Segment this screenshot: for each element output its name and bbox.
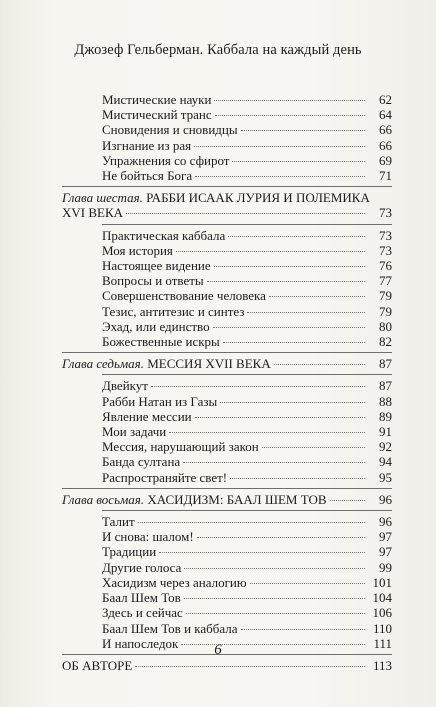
leader-dots [159,552,365,553]
page-number: 97 [379,529,392,545]
entry-title: Традиции [102,544,157,560]
page-number: 110 [372,620,392,636]
chapter-title: ХАСИДИЗМ: БААЛ ШЕМ ТОВ [147,491,327,507]
leader-dots [230,478,365,479]
leader-dots [184,598,365,599]
page-number: 76 [379,258,392,274]
entry-title: Явление мессии [102,408,192,424]
toc-entry [62,529,392,544]
page-number: 89 [379,408,392,424]
toc-entry [62,575,392,590]
toc-group-6 [62,228,392,350]
leader-dots [215,115,365,116]
page-number: 73 [379,227,392,243]
entry-title: Здесь и сейчас [102,605,183,621]
page-number: 104 [372,590,392,606]
leader-dots [176,251,365,252]
running-head: Джозеф Гельберман. Каббала на каждый день [74,42,362,58]
chapter-title: РАББИ ИСААК ЛУРИЯ И ПОЛЕМИКА [146,190,370,206]
page-number: 92 [379,439,392,455]
leader-dots [195,417,365,418]
leader-dots [274,364,365,365]
chapter-divider [62,352,392,353]
page-number: 87 [379,356,392,372]
entry-title: Божественные искры [102,334,220,350]
page-number: 87 [379,378,392,394]
entry-title: Мессия, нарушающий закон [102,439,259,455]
page-number: 111 [373,635,392,651]
entry-title: Распространяйте свет! [102,469,228,485]
toc-entry [62,138,392,153]
leader-dots [207,281,365,282]
leader-dots [220,402,365,403]
entry-title: Баал Шем Тов и каббала [102,620,238,636]
toc-entry [62,470,392,485]
toc-entry [62,319,392,334]
chapter-divider [102,224,392,225]
leader-dots [269,296,365,297]
entry-title: Вопросы и ответы [102,273,204,289]
entry-title: Талит [102,514,135,530]
page-number: 73 [379,205,392,221]
toc-entry [62,439,392,454]
toc-entry [62,243,392,258]
toc-entry [62,378,392,393]
toc-entry [62,92,392,107]
entry-title: Упражнения со сфирот [102,152,230,168]
leader-dots [223,342,365,343]
entry-title: Тезис, антитезис и синтез [102,303,245,319]
toc-entry [62,394,392,409]
page-number: 71 [379,168,392,184]
leader-dots [262,447,365,448]
toc-group-0 [62,92,392,183]
toc-entry [62,273,392,288]
entry-title: Мистические науки [102,92,212,107]
page-number: 113 [372,657,392,673]
chapter-divider [62,186,392,187]
table-of-contents [62,92,392,673]
leader-dots [214,100,365,101]
toc-entry [62,288,392,303]
leader-dots [232,161,365,162]
entry-title: Изгнание из рая [102,137,192,153]
leader-dots [151,386,365,387]
page-number: 94 [379,454,392,470]
leader-dots [135,666,365,667]
entry-title: Рабби Натан из Газы [102,393,218,409]
entry-title: ОБ АВТОРЕ [62,657,133,673]
page-number: 97 [379,544,392,560]
chapter-label: Глава седьмая. [62,356,144,372]
page-number: 66 [379,137,392,153]
page-number: 69 [379,152,392,168]
entry-title: Сновидения и сновидцы [102,122,238,138]
leader-dots [183,462,365,463]
leader-dots [228,236,365,237]
page-number: 66 [379,122,392,138]
entry-title: Баал Шем Тов [102,590,181,606]
entry-title: Совершенствование человека [102,288,266,304]
entry-title: Настоящее видение [102,258,211,274]
page-number: 79 [379,288,392,304]
toc-entry [62,514,392,529]
toc-entry [62,409,392,424]
toc-entry [62,304,392,319]
entry-title: Мои задачи [102,424,167,440]
toc-entry [62,168,392,183]
entry-title: Эхад, или единство [102,318,210,334]
entry-title: Банда султана [102,454,181,470]
toc-entry [62,334,392,349]
entry-title: Практическая каббала [102,227,226,243]
leader-dots [250,583,365,584]
leader-dots [213,327,365,328]
toc-entry [62,560,392,575]
entry-title: Моя история [102,242,173,258]
page-number: 73 [379,242,392,258]
chapter-divider [102,510,392,511]
entry-title: Двейкут [102,378,148,394]
page-number: 77 [379,273,392,289]
page-number: 64 [379,107,392,123]
toc-entry [62,544,392,559]
page-number: 79 [379,303,392,319]
chapter-divider [62,488,392,489]
page-folio: 6 [214,642,222,658]
leader-dots [186,613,365,614]
chapter-6-heading-line2 [62,205,392,220]
toc-entry [62,122,392,137]
entry-title: И снова: шалом! [102,529,194,545]
toc-group-7 [62,378,392,484]
page-number: 106 [372,605,392,621]
toc-entry-about-author [62,658,392,673]
entry-title: Мистический транс [102,107,212,123]
chapter-title: МЕССИЯ XVII ВЕКА [147,356,271,372]
leader-dots [126,213,365,214]
page-number: 82 [379,334,392,350]
leader-dots [241,629,365,630]
leader-dots [241,130,365,131]
entry-title: И напоследок [102,635,179,651]
toc-entry [62,258,392,273]
page-number: 91 [379,424,392,440]
toc-entry [62,153,392,168]
page-number: 101 [372,574,392,590]
toc-entry [62,107,392,122]
chapter-label: Глава шестая. [62,190,143,206]
page-number: 80 [379,318,392,334]
page-number: 62 [379,92,392,107]
entry-title: Не бойться Бога [102,168,193,184]
page-number: 96 [379,491,392,507]
toc-entry [62,228,392,243]
entry-title: Другие голоса [102,559,182,575]
page-number: 88 [379,393,392,409]
leader-dots [194,146,365,147]
leader-dots [138,522,365,523]
chapter-8-heading [62,492,392,507]
leader-dots [247,312,365,313]
leader-dots [169,432,365,433]
entry-title: Хасидизм через аналогию [102,574,247,590]
toc-entry [62,424,392,439]
page-number: 95 [379,469,392,485]
toc-entry [62,454,392,469]
chapter-divider [102,374,392,375]
leader-dots [197,537,365,538]
leader-dots [330,500,365,501]
chapter-7-heading [62,356,392,371]
leader-dots [195,176,365,177]
chapter-label: Глава восьмая. [62,491,145,507]
page-number: 96 [379,514,392,530]
chapter-6-heading [62,190,392,205]
page-number: 99 [379,559,392,575]
leader-dots [214,266,365,267]
chapter-title-continued: XVI ВЕКА [62,205,124,221]
toc-entry [62,621,392,636]
leader-dots [184,568,365,569]
toc-group-8 [62,514,392,651]
toc-entry [62,605,392,620]
toc-entry [62,590,392,605]
